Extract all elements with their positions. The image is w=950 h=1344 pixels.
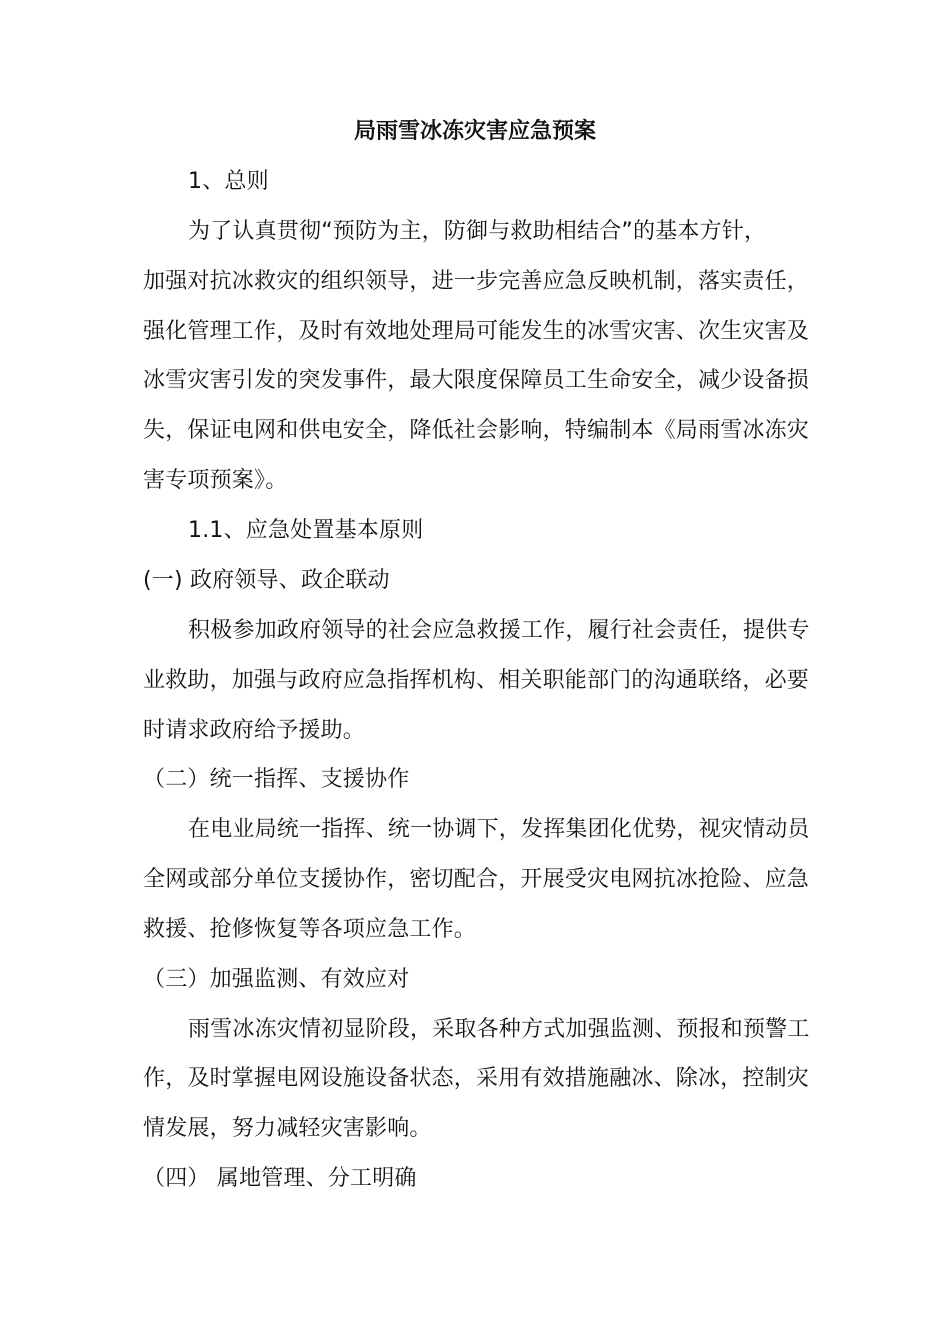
- subsection-heading: （四） 属地管理、分工明确: [143, 1166, 417, 1191]
- paragraph-line: 冰雪灾害引发的突发事件，最大限度保障员工生命安全，减少设备损: [143, 368, 810, 393]
- paragraph-line: 在电业局统一指挥、统一协调下，发挥集团化优势，视灾情动员: [188, 817, 810, 842]
- section-heading: 1、总则: [188, 169, 269, 194]
- subsection-heading: (一) 政府领导、政企联动: [143, 568, 390, 593]
- document-title: 局雨雪冰冻灾害应急预案: [353, 119, 596, 144]
- paragraph-line: 情发展，努力减轻灾害影响。: [143, 1116, 432, 1141]
- paragraph-line: 全网或部分单位支援协作，密切配合，开展受灾电网抗冰抢险、应急: [143, 867, 810, 892]
- paragraph-line: 雨雪冰冻灾情初显阶段，采取各种方式加强监测、预报和预警工: [188, 1017, 810, 1042]
- section-heading: 1.1、应急处置基本原则: [188, 518, 424, 543]
- paragraph-line: 时请求政府给予援助。: [143, 718, 366, 743]
- paragraph-line: 积极参加政府领导的社会应急救援工作，履行社会责任，提供专: [188, 618, 810, 643]
- paragraph-line: 害专项预案》。: [143, 468, 288, 493]
- paragraph-line: 救援、抢修恢复等各项应急工作。: [143, 917, 477, 942]
- paragraph-line: 失，保证电网和供电安全，降低社会影响，特编制本《局雨雪冰冻灾: [143, 418, 810, 443]
- paragraph-line: 加强对抗冰救灾的组织领导，进一步完善应急反映机制，落实责任，: [143, 269, 810, 294]
- paragraph-line: 为了认真贯彻“预防为主，防御与救助相结合”的基本方针，: [188, 219, 767, 244]
- subsection-heading: （三）加强监测、有效应对: [143, 967, 410, 992]
- subsection-heading: （二）统一指挥、支援协作: [143, 767, 410, 792]
- paragraph-line: 强化管理工作，及时有效地处理局可能发生的冰雪灾害、次生灾害及: [143, 319, 810, 344]
- paragraph-line: 作，及时掌握电网设施设备状态，采用有效措施融冰、除冰，控制灾: [143, 1066, 810, 1091]
- paragraph-line: 业救助，加强与政府应急指挥机构、相关职能部门的沟通联络，必要: [143, 668, 810, 693]
